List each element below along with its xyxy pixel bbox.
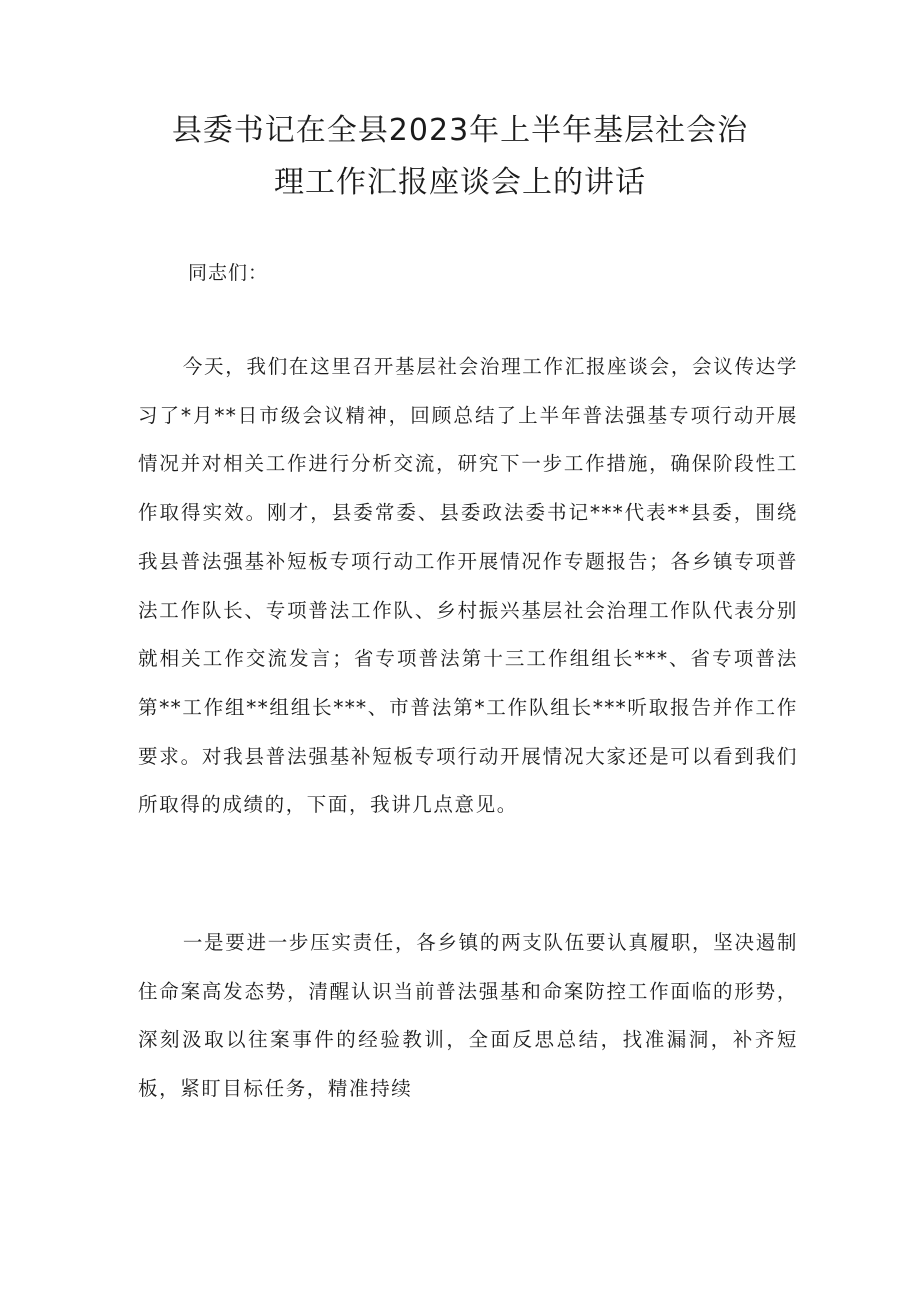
body-paragraph-2: 一是要进一步压实责任，各乡镇的两支队伍要认真履职，坚决遏制住命案高发态势，清醒认识当前普法强基和命案防控工作面临的形势，深刻汲取以往案事件的经验教训，全面反思总结，找准漏洞，补齐短板，紧盯目标任务，精准持续 (138, 931, 798, 1101)
document-title-line-1: 县委书记在全县2023年上半年基层社会治 (171, 113, 749, 148)
body-paragraph-1: 今天，我们在这里召开基层社会治理工作汇报座谈会，会议传达学习了*月**日市级会议精神，回顾总结了上半年普法强基专项行动开展情况并对相关工作进行分析交流，研究下一步工作措施，确保阶段性工作取得实效。刚才，县委常委、县委政法委书记***代表**县委，围绕我县普法强基补短板专项行动工作开展情况作专题报告；各乡镇专项普法工作队长、专项普法工作队、乡村振兴基层社会治理工作队代表分别就相关工作交流发言；省专项普法第十三工作组组长***、省专项普法第**工作组**组组长***、市普法第*工作队组长***听取报告并作工作要求。对我县普法强基补短板专项行动开展情况大家还是可以看到我们所取得的成绩的，下面，我讲几点意见。 (138, 355, 798, 817)
document-title-line-2: 理工作汇报座谈会上的讲话 (274, 165, 646, 200)
salutation: 同志们： (188, 262, 269, 284)
